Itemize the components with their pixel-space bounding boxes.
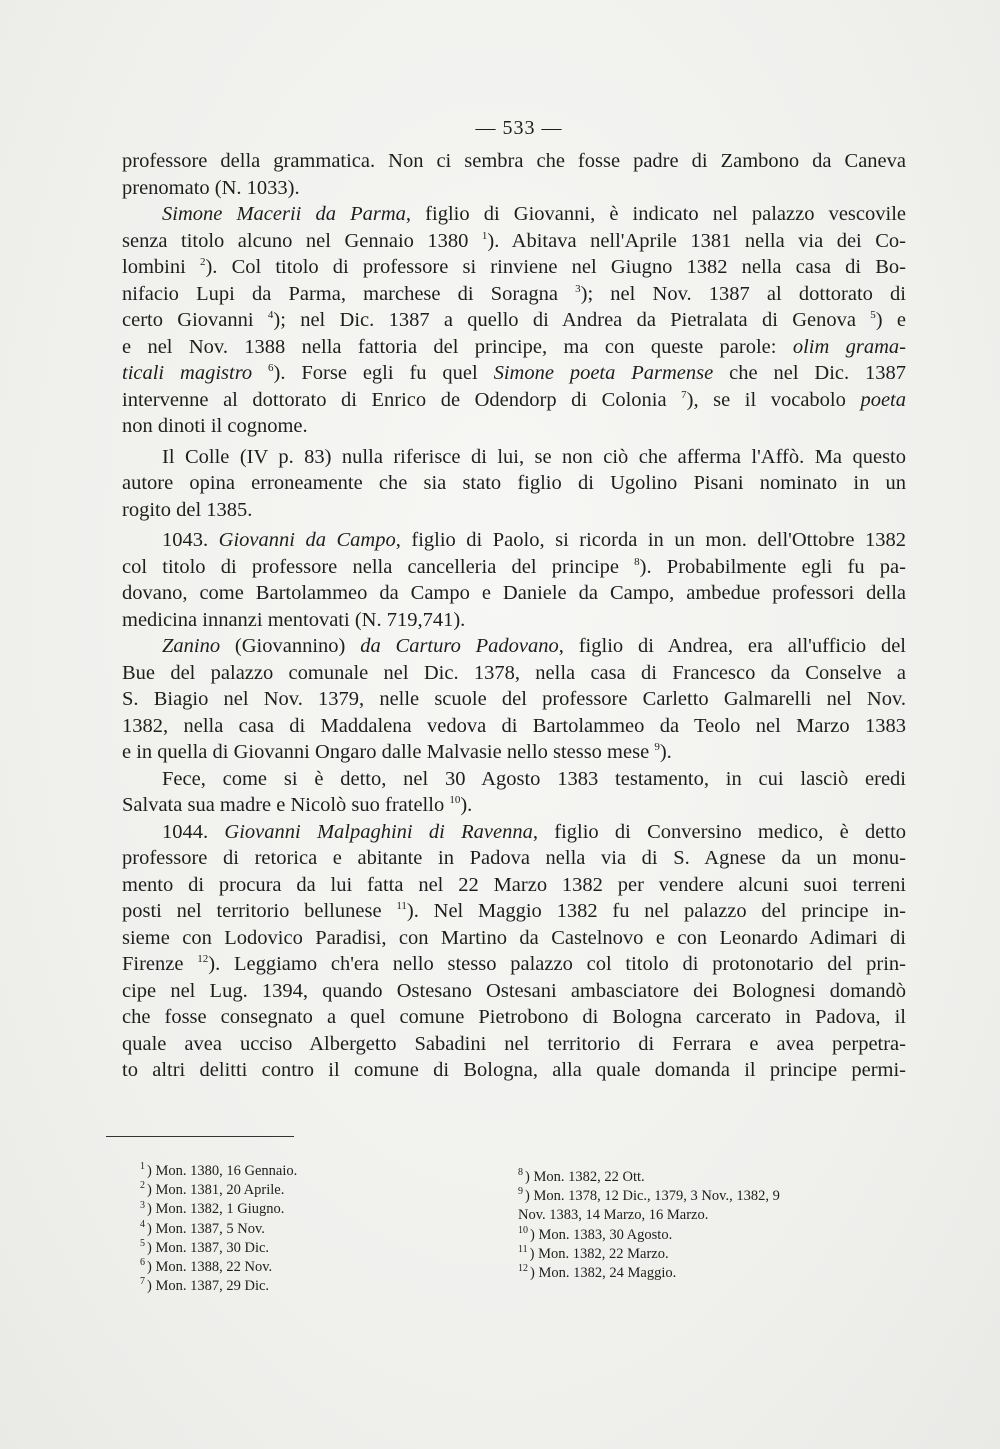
footnote-text: Mon. 1382, 22 Ott.	[533, 1169, 645, 1185]
text-segment: ). Forse egli fu quel	[273, 362, 494, 384]
text-segment: professore di retorica e abitante in Padova nella via di S. Agnese da un monu-	[122, 847, 906, 869]
footnote-number: 11	[518, 1243, 528, 1255]
footnote-paren: )	[147, 1239, 156, 1256]
italic-text: poeta	[860, 388, 906, 411]
text-segment: 1044.	[162, 820, 225, 843]
text-line	[122, 228, 906, 255]
text-segment: Il Colle (IV p. 83) nulla riferisce di lui, se non ciò che afferma l'Affò. Ma questo	[162, 445, 906, 468]
footnote-paren: )	[525, 1169, 534, 1185]
text-segment: 1043.	[162, 529, 219, 551]
text-segment: dovano, come Bartolammeo da Campo e Daniele da Campo, ambedue professori della	[122, 582, 906, 604]
text-segment: (Giovannino)	[220, 635, 361, 657]
footnote-number: 6	[140, 1257, 145, 1269]
footnote-paren: )	[147, 1182, 156, 1199]
footnote-ref: 10	[449, 794, 461, 807]
text-segment: , figlio di Paolo, si ricorda in un mon. dell'Ottobre 1382	[395, 529, 906, 551]
text-segment: to altri delitti contro il comune di Bologna, alla quale domanda il principe permi-	[122, 1059, 906, 1081]
text-line	[122, 387, 906, 414]
text-segment: lombini	[122, 256, 200, 278]
footnote-text: Mon. 1381, 20 Aprile.	[155, 1182, 285, 1199]
text-segment: intervenne al dottorato di Enrico de Odendorp di Colonia	[122, 388, 682, 411]
text-line	[122, 1004, 906, 1031]
text-segment: ).	[460, 794, 473, 816]
footnote-text: Mon. 1387, 30 Dic.	[155, 1239, 270, 1256]
text-segment: Fece, come si è detto, nel 30 Agosto 1383 testamento, in cui lasciò eredi	[162, 767, 906, 790]
text-segment: , figlio di Giovanni, è indicato nel palazzo vescovile	[405, 203, 906, 225]
footnote-separator	[106, 1136, 294, 1137]
footnote-ref: 9	[654, 741, 660, 754]
footnote-text: Mon. 1382, 24 Maggio.	[538, 1265, 677, 1282]
footnote-number: 9	[518, 1186, 523, 1198]
footnote-paren: )	[530, 1265, 539, 1282]
footnote-number: 2	[140, 1180, 145, 1192]
footnote-number: 8	[518, 1167, 523, 1179]
text-segment: ). Leggiamo ch'era nello stesso palazzo col titolo di protonotario del prin-	[208, 953, 906, 975]
text-segment: 1382, nella casa di Maddalena vedova di Bartolammeo da Teolo nel Marzo 1383	[122, 714, 906, 737]
text-segment: che nel Dic. 1387	[713, 362, 907, 384]
text-segment: certo Giovanni	[122, 309, 268, 331]
text-segment: , figlio di Andrea, era all'ufficio del	[558, 635, 907, 657]
text-line	[122, 413, 906, 440]
text-line	[122, 845, 906, 872]
text-segment: quale avea ucciso Albergetto Sabadini nel territorio di Ferrara e avea perpetra-	[122, 1032, 906, 1055]
text-line	[122, 307, 906, 334]
text-segment: ); nel Dic. 1387 a quello di Andrea da Pietralata di Genova	[273, 309, 871, 331]
footnote-number: 10	[518, 1224, 528, 1236]
footnote-text: Mon. 1380, 16 Gennaio.	[155, 1163, 298, 1179]
footnote-number: 4	[140, 1218, 145, 1230]
italic-text: Giovanni da Campo	[218, 529, 396, 551]
footnote	[518, 1226, 908, 1245]
footnote-number: 3	[140, 1199, 145, 1211]
text-segment: nifacio Lupi da Parma, marchese di Soragna	[122, 282, 576, 305]
italic-text: da Carturo Padovano	[360, 635, 559, 657]
text-segment: S. Biagio nel Nov. 1379, nelle scuole del professore Carletto Galmarelli nel Nov.	[122, 688, 906, 710]
text-line	[122, 1057, 906, 1084]
footnote-ref: 6	[268, 362, 274, 375]
footnote-paren: )	[147, 1220, 156, 1237]
footnote-text: Mon. 1387, 5 Nov.	[155, 1220, 265, 1237]
body-text	[122, 148, 906, 1084]
text-segment: che fosse consegnato a quel comune Pietrobono di Bologna carcerato in Padova, il	[122, 1006, 906, 1028]
text-line	[122, 978, 906, 1005]
text-segment: cipe nel Lug. 1394, quando Ostesano Ostesani ambasciatore dei Bolognesi domandò	[122, 979, 906, 1002]
footnote-text: Mon. 1387, 29 Dic.	[155, 1278, 270, 1295]
text-segment: ). Probabilmente egli fu pa-	[639, 555, 906, 578]
footnote-paren: )	[147, 1163, 156, 1179]
footnote	[140, 1239, 370, 1258]
footnote	[140, 1220, 370, 1239]
footnote-ref: 4	[267, 309, 274, 322]
text-line	[122, 925, 906, 952]
text-segment: medicina innanzi mentovati (N. 719,741).	[122, 608, 466, 631]
text-segment: prenomato (N. 1033).	[122, 176, 300, 199]
text-line	[122, 792, 906, 819]
text-line	[122, 444, 906, 471]
text-line	[122, 713, 906, 740]
footnote-ref: 5	[870, 309, 876, 322]
text-line	[122, 201, 906, 228]
footnote-number: 5	[140, 1237, 145, 1249]
footnote	[140, 1200, 370, 1219]
italic-text: Giovanni Malpaghini di Ravenna	[224, 820, 533, 843]
text-line	[122, 470, 906, 497]
footnote-ref: 7	[681, 388, 687, 401]
footnote-text: Mon. 1383, 30 Agosto.	[538, 1226, 673, 1243]
text-segment: Bue del palazzo comunale nel Dic. 1378, nella casa di Francesco da Conselve a	[122, 661, 906, 684]
footnote	[518, 1168, 908, 1187]
footnote-number: 12	[518, 1263, 528, 1275]
footnote-paren: )	[147, 1259, 156, 1276]
text-line	[122, 360, 906, 387]
text-segment: Salvata sua madre e Nicolò suo fratello	[122, 794, 450, 816]
text-segment: ). Col titolo di professore si rinviene nel Giugno 1382 nella casa di Bo-	[205, 256, 906, 278]
text-segment: ).	[659, 741, 672, 763]
text-segment: senza titolo alcuno nel Gennaio 1380	[122, 229, 482, 252]
footnote-text: Mon. 1388, 22 Nov.	[155, 1259, 273, 1276]
footnote	[140, 1162, 370, 1181]
text-segment: autore opina erroneamente che sia stato figlio di Ugolino Pisani nominato in un	[122, 472, 906, 494]
footnote	[518, 1206, 908, 1225]
footnote-ref: 8	[634, 555, 640, 568]
text-segment	[252, 362, 268, 384]
text-line	[122, 951, 906, 978]
text-segment: ); nel Nov. 1387 al dottorato di	[580, 282, 907, 305]
text-segment: , figlio di Conversino medico, è detto	[532, 820, 907, 843]
italic-text: Zanino	[162, 635, 221, 657]
footnote-text: Nov. 1383, 14 Marzo, 16 Marzo.	[518, 1207, 709, 1224]
text-segment: ), se il vocabolo	[686, 388, 861, 411]
text-segment: mento di procura da lui fatta nel 22 Marzo 1382 per vendere alcuni suoi terreni	[122, 873, 906, 896]
footnotes-left-column	[140, 1162, 370, 1296]
footnote-ref: 1	[481, 229, 488, 242]
footnote-number: 1	[140, 1161, 145, 1173]
text-line	[122, 898, 906, 925]
text-line	[122, 1031, 906, 1058]
text-segment: ) e	[875, 309, 906, 331]
text-line	[122, 148, 906, 175]
footnote-ref: 12	[197, 953, 209, 966]
text-line	[122, 660, 906, 687]
footnote	[140, 1181, 370, 1200]
footnote	[140, 1258, 370, 1277]
text-segment: col titolo di professore nella cancelleria del principe	[122, 555, 635, 578]
italic-text: Simone poeta Parmense	[493, 362, 714, 384]
footnotes-right-column	[518, 1168, 908, 1283]
italic-text: ticali magistro	[122, 362, 253, 384]
text-line	[122, 819, 906, 846]
footnote-ref: 2	[199, 256, 206, 269]
text-segment: rogito del 1385.	[122, 498, 253, 521]
text-line	[122, 686, 906, 713]
text-line	[122, 739, 906, 766]
footnote-text: Mon. 1378, 12 Dic., 1379, 3 Nov., 1382, 9	[533, 1188, 780, 1205]
footnote-paren: )	[525, 1188, 534, 1205]
footnote-paren: )	[147, 1278, 156, 1295]
footnote	[518, 1264, 908, 1283]
text-segment: e in quella di Giovanni Ongaro dalle Malvasie nello stesso mese	[122, 741, 655, 763]
footnote-text: Mon. 1382, 1 Giugno.	[155, 1201, 285, 1218]
italic-text: Simone Macerii da Parma	[162, 203, 406, 225]
text-line	[122, 334, 906, 361]
text-line	[122, 175, 906, 202]
text-line	[122, 527, 906, 554]
text-segment: e nel Nov. 1388 nella fattoria del principe, ma con queste parole:	[122, 335, 793, 358]
footnote	[518, 1245, 908, 1264]
footnote-paren: )	[529, 1245, 539, 1262]
footnote	[140, 1277, 370, 1296]
footnote-number: 7	[140, 1276, 145, 1288]
text-segment: non dinoti il cognome.	[122, 415, 308, 437]
text-line	[122, 607, 906, 634]
footnote	[518, 1187, 908, 1206]
text-segment: ). Nel Maggio 1382 fu nel palazzo del principe in-	[406, 900, 906, 922]
text-line	[122, 254, 906, 281]
text-line	[122, 497, 906, 524]
page-number: — 533 —	[475, 117, 563, 139]
footnote-ref: 11	[396, 900, 407, 913]
text-line	[122, 580, 906, 607]
footnote-paren: )	[530, 1226, 539, 1243]
text-line	[122, 554, 906, 581]
footnote-paren: )	[147, 1201, 156, 1218]
footnote-text: Mon. 1382, 22 Marzo.	[538, 1245, 669, 1262]
text-line	[122, 872, 906, 899]
text-segment: posti nel territorio bellunese	[122, 900, 397, 922]
footnote-ref: 3	[575, 282, 581, 295]
text-segment: professore della grammatica. Non ci sembra che fosse padre di Zambono da Caneva	[122, 150, 906, 172]
italic-text: olim grama-	[792, 335, 906, 358]
text-line	[122, 633, 906, 660]
text-segment: Firenze	[122, 953, 198, 975]
text-line	[122, 766, 906, 793]
text-line	[122, 281, 906, 308]
text-segment: ). Abitava nell'Aprile 1381 nella via dei Co-	[487, 229, 906, 252]
text-segment: sieme con Lodovico Paradisi, con Martino da Castelnovo e con Leonardo Adimari di	[122, 926, 906, 949]
